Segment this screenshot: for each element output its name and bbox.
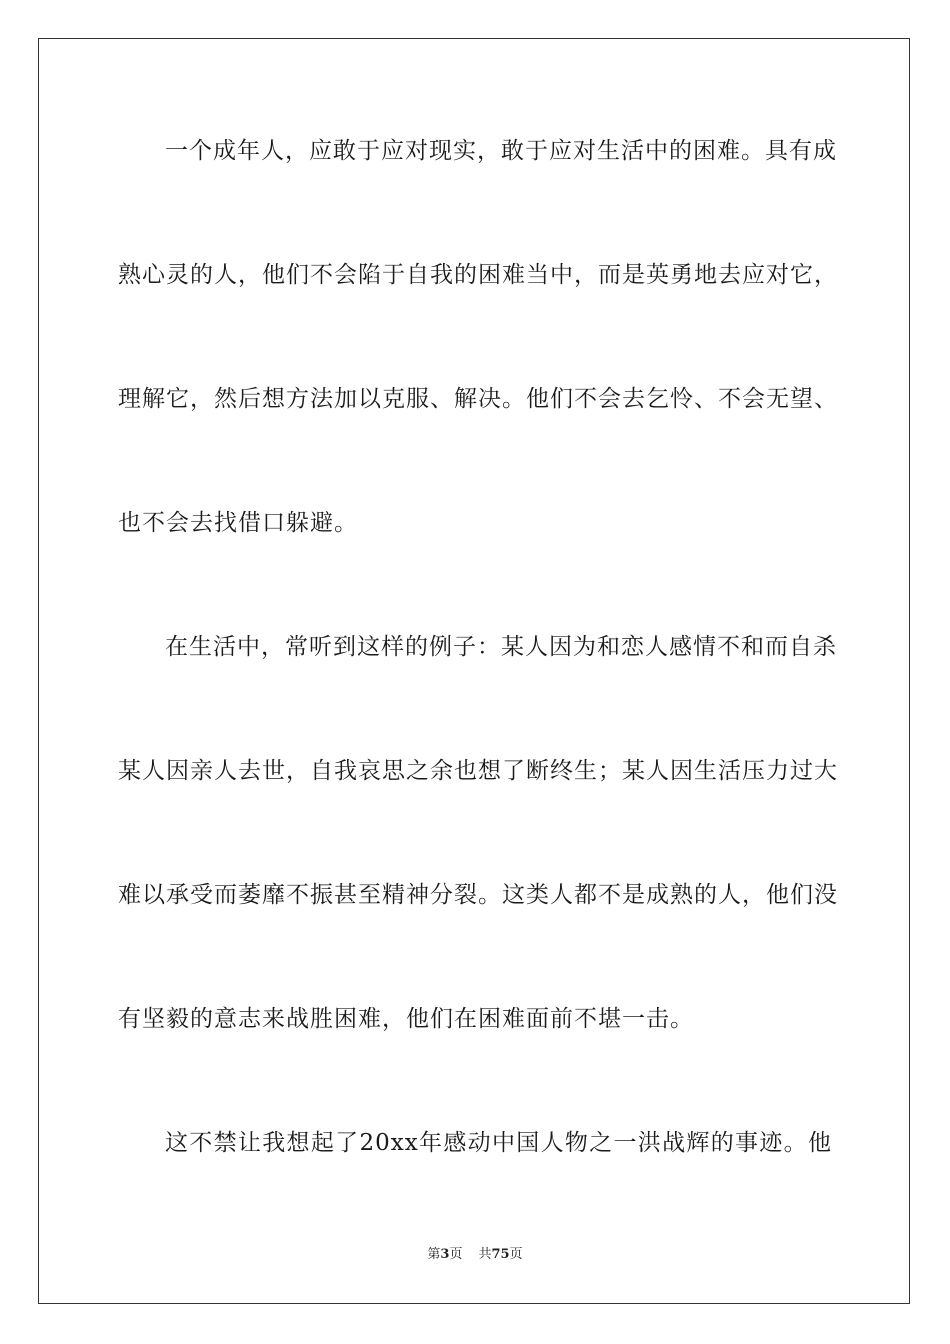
paragraph-line: 有坚毅的意志来战胜困难，他们在困难面前不堪一击。 (118, 1006, 694, 1032)
paragraph-line: 难以承受而萎靡不振甚至精神分裂。这类人都不是成熟的人，他们没 (118, 882, 838, 908)
paragraph-line: 也不会去找借口躲避。 (118, 510, 358, 536)
paragraph-line: 某人因亲人去世，自我哀思之余也想了断终生；某人因生活压力过大 (118, 758, 838, 784)
total-suffix: 页 (509, 1247, 523, 1262)
paragraph-line: 这不禁让我想起了20xx年感动中国人物之一洪战辉的事迹。他 (165, 1130, 832, 1156)
page-suffix: 页 (449, 1247, 463, 1262)
page-footer (0, 1246, 950, 1264)
total-pages: 75 (491, 1247, 510, 1262)
paragraph-line: 在生活中，常听到这样的例子：某人因为和恋人感情不和而自杀 (165, 634, 837, 660)
page-border (38, 38, 910, 1304)
total-prefix: 共 (478, 1247, 492, 1262)
page-prefix: 第 (427, 1247, 441, 1262)
paragraph-line: 熟心灵的人，他们不会陷于自我的困难当中，而是英勇地去应对它， (118, 262, 838, 288)
page-number: 3 (440, 1247, 450, 1262)
paragraph-line: 理解它，然后想方法加以克服、解决。他们不会去乞怜、不会无望、 (118, 386, 838, 412)
paragraph-line: 一个成年人，应敢于应对现实，敢于应对生活中的困难。具有成 (165, 138, 837, 164)
